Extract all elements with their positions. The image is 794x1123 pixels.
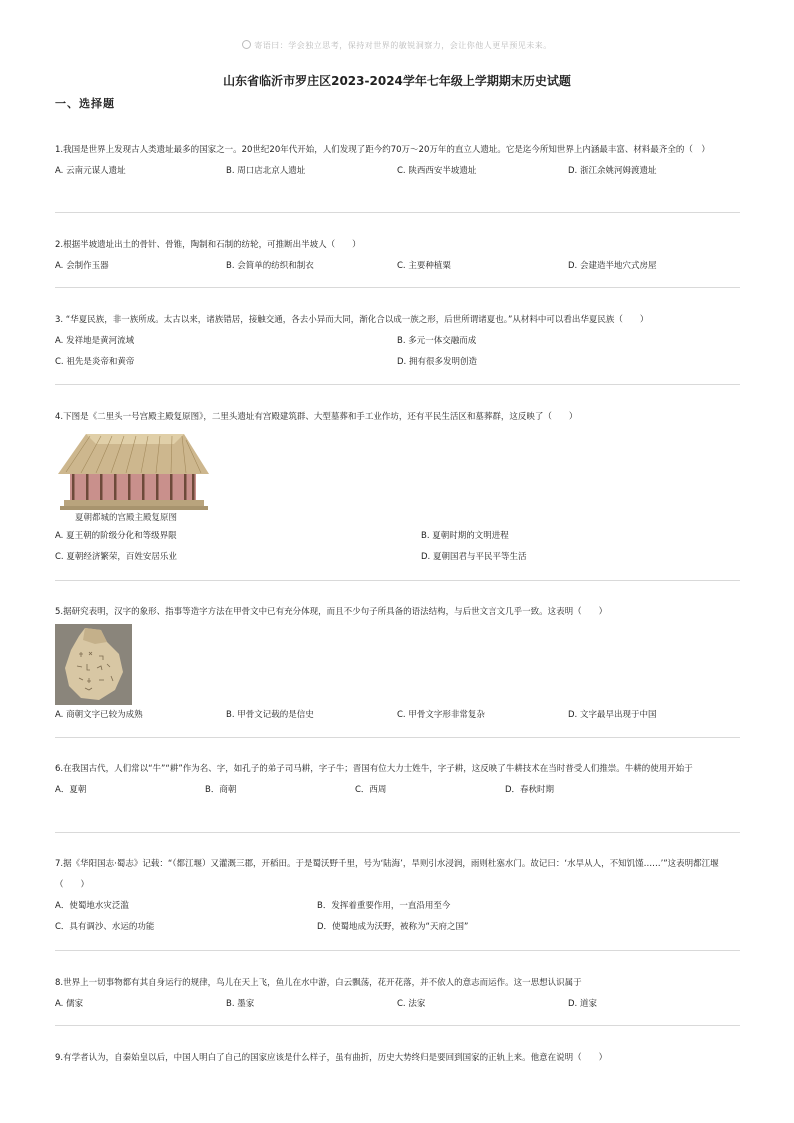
question-5-options (55, 705, 740, 726)
question-divider (55, 384, 740, 385)
question-divider (55, 287, 740, 288)
question-4-options (55, 526, 740, 568)
question-divider (55, 832, 740, 833)
question-5 (55, 602, 740, 623)
section-heading: 一、选择题 (55, 97, 115, 110)
option-b[interactable]: B. 会简单的纺织和制衣 (226, 261, 314, 271)
option-b[interactable]: B. 甲骨文记载的是信史 (226, 710, 314, 720)
option-a[interactable]: A. 儒家 (55, 999, 84, 1009)
option-a[interactable]: A. 商朝文字已较为成熟 (55, 710, 143, 720)
question-divider (55, 212, 740, 213)
options-row (55, 352, 740, 373)
options-row (55, 547, 740, 568)
question-stem: 9.有学者认为，自秦始皇以后，中国人明白了自己的国家应该是什么样子，虽有曲折，历史大势终归是要回到国家的正轨上来。他意在说明（ ） (55, 1053, 608, 1063)
option-c[interactable]: C. 祖先是炎帝和黄帝 (55, 357, 135, 367)
option-d[interactable]: D. 文字最早出现于中国 (568, 710, 657, 720)
option-a[interactable]: A．夏朝 (55, 785, 87, 795)
figure-caption: 夏朝都城的宫殿主殿复原图 (75, 513, 178, 523)
option-b[interactable]: B. 多元一体交融而成 (397, 336, 477, 346)
option-a[interactable]: A．使蜀地水灾泛滥 (55, 901, 129, 911)
option-c[interactable]: C. 主要种植粟 (397, 261, 451, 271)
option-d[interactable]: D．春秋时期 (505, 785, 555, 795)
question-stem: 2.根据半坡遗址出土的骨针、骨锥，陶制和石制的纺轮，可推断出半坡人（ ） (55, 240, 361, 250)
question-divider (55, 737, 740, 738)
options-row (55, 526, 740, 547)
page-title: 山东省临沂市罗庄区2023-2024学年七年级上学期期末历史试题 (223, 74, 571, 88)
question-4 (55, 407, 740, 428)
question-stem: 1.我国是世界上发现古人类遗址最多的国家之一。20世纪20年代开始，人们发现了距今约70万～20万年的直立人遗址。它是迄今所知世界上内涵最丰富、材料最齐全的（ ） (55, 145, 710, 155)
option-a[interactable]: A. 云南元谋人遗址 (55, 166, 126, 176)
option-d[interactable]: D. 道家 (568, 999, 597, 1009)
question-2 (55, 235, 740, 277)
option-c[interactable]: C. 陕西西安半坡遗址 (397, 166, 477, 176)
question-9 (55, 1048, 740, 1069)
option-a[interactable]: A. 夏王朝的阶级分化和等级界限 (55, 531, 177, 541)
question-divider (55, 1025, 740, 1026)
option-d[interactable]: D．使蜀地成为沃野，被称为“天府之国” (317, 922, 469, 932)
options-row (55, 994, 740, 1015)
options-row (55, 917, 740, 938)
option-d[interactable]: D. 夏朝国君与平民平等生活 (421, 552, 527, 562)
question-stem: 6.在我国古代，人们常以“牛”“耕”作为名、字，如孔子的弟子司马耕，字子牛；晋国有位大力士姓牛，字子耕，这反映了牛耕技术在当时普受人们推崇。牛耕的使用开始于 (55, 764, 693, 774)
option-b[interactable]: B. 夏朝时期的文明进程 (421, 531, 509, 541)
options-row (55, 896, 740, 917)
options-row (55, 705, 740, 726)
option-b[interactable]: B．商朝 (205, 785, 237, 795)
question-6 (55, 759, 740, 801)
option-d[interactable]: D. 会建造半地穴式房屋 (568, 261, 657, 271)
question-stem: 7.据《华阳国志·蜀志》记载：“（都江堰）又灌溉三郡，开稻田。于是蜀沃野千里，号为‘陆海’，旱则引水浸润，雨则杜塞水门。故记曰：‘水旱从人，不知饥馑……’”这表明都江堰（ ） (55, 859, 719, 890)
option-c[interactable]: C．西周 (355, 785, 387, 795)
question-stem: 4.下图是《二里头一号宫殿主殿复原图》，二里头遗址有宫殿建筑群、大型墓葬和手工业作坊，还有平民生活区和墓葬群，这反映了（ ） (55, 412, 578, 422)
oracle-bone-image (55, 624, 132, 705)
motto-text: 寄语曰：学会独立思考，保持对世界的敏锐洞察力，会让你他人更早预见未来。 (254, 41, 552, 50)
question-8 (55, 973, 740, 1015)
options-row (55, 161, 740, 182)
option-d[interactable]: D. 浙江余姚河姆渡遗址 (568, 166, 657, 176)
option-a[interactable]: A. 会制作玉器 (55, 261, 109, 271)
option-a[interactable]: A. 发祥地是黄河流域 (55, 336, 135, 346)
palace-reconstruction-image (56, 430, 211, 512)
option-c[interactable]: C. 甲骨文字形非常复杂 (397, 710, 485, 720)
option-c[interactable]: C．具有调沙、水运的功能 (55, 922, 155, 932)
question-stem: 3. “华夏民族，非一族所成。太古以来，诸族错居，接触交通，各去小异而大同，渐化合以成一族之形，后世所谓诸夏也。”从材料中可以看出华夏民族（ ） (55, 315, 649, 325)
question-divider (55, 950, 740, 951)
question-stem: 8.世界上一切事物都有其自身运行的规律，鸟儿在天上飞，鱼儿在水中游，白云飘荡，花开花落，并不依人的意志而运作。这一思想认识属于 (55, 978, 582, 988)
option-d[interactable]: D. 拥有很多发明创造 (397, 357, 477, 367)
motto-watermark (0, 40, 794, 51)
option-b[interactable]: B. 墨家 (226, 999, 255, 1009)
option-b[interactable]: B．发挥着重要作用，一直沿用至今 (317, 901, 451, 911)
question-1 (55, 140, 740, 182)
question-3 (55, 310, 740, 373)
options-row (55, 256, 740, 277)
option-c[interactable]: C. 夏朝经济繁荣，百姓安居乐业 (55, 552, 177, 562)
sun-icon (242, 40, 251, 49)
options-row (55, 331, 740, 352)
question-divider (55, 580, 740, 581)
question-7 (55, 854, 740, 938)
question-stem: 5.据研究表明，汉字的象形、指事等造字方法在甲骨文中已有充分体现，而且不少句子所具备的语法结构，与后世文言文几乎一致。这表明（ ） (55, 607, 608, 617)
option-b[interactable]: B. 周口店北京人遗址 (226, 166, 306, 176)
options-row (55, 780, 740, 801)
option-c[interactable]: C. 法家 (397, 999, 426, 1009)
